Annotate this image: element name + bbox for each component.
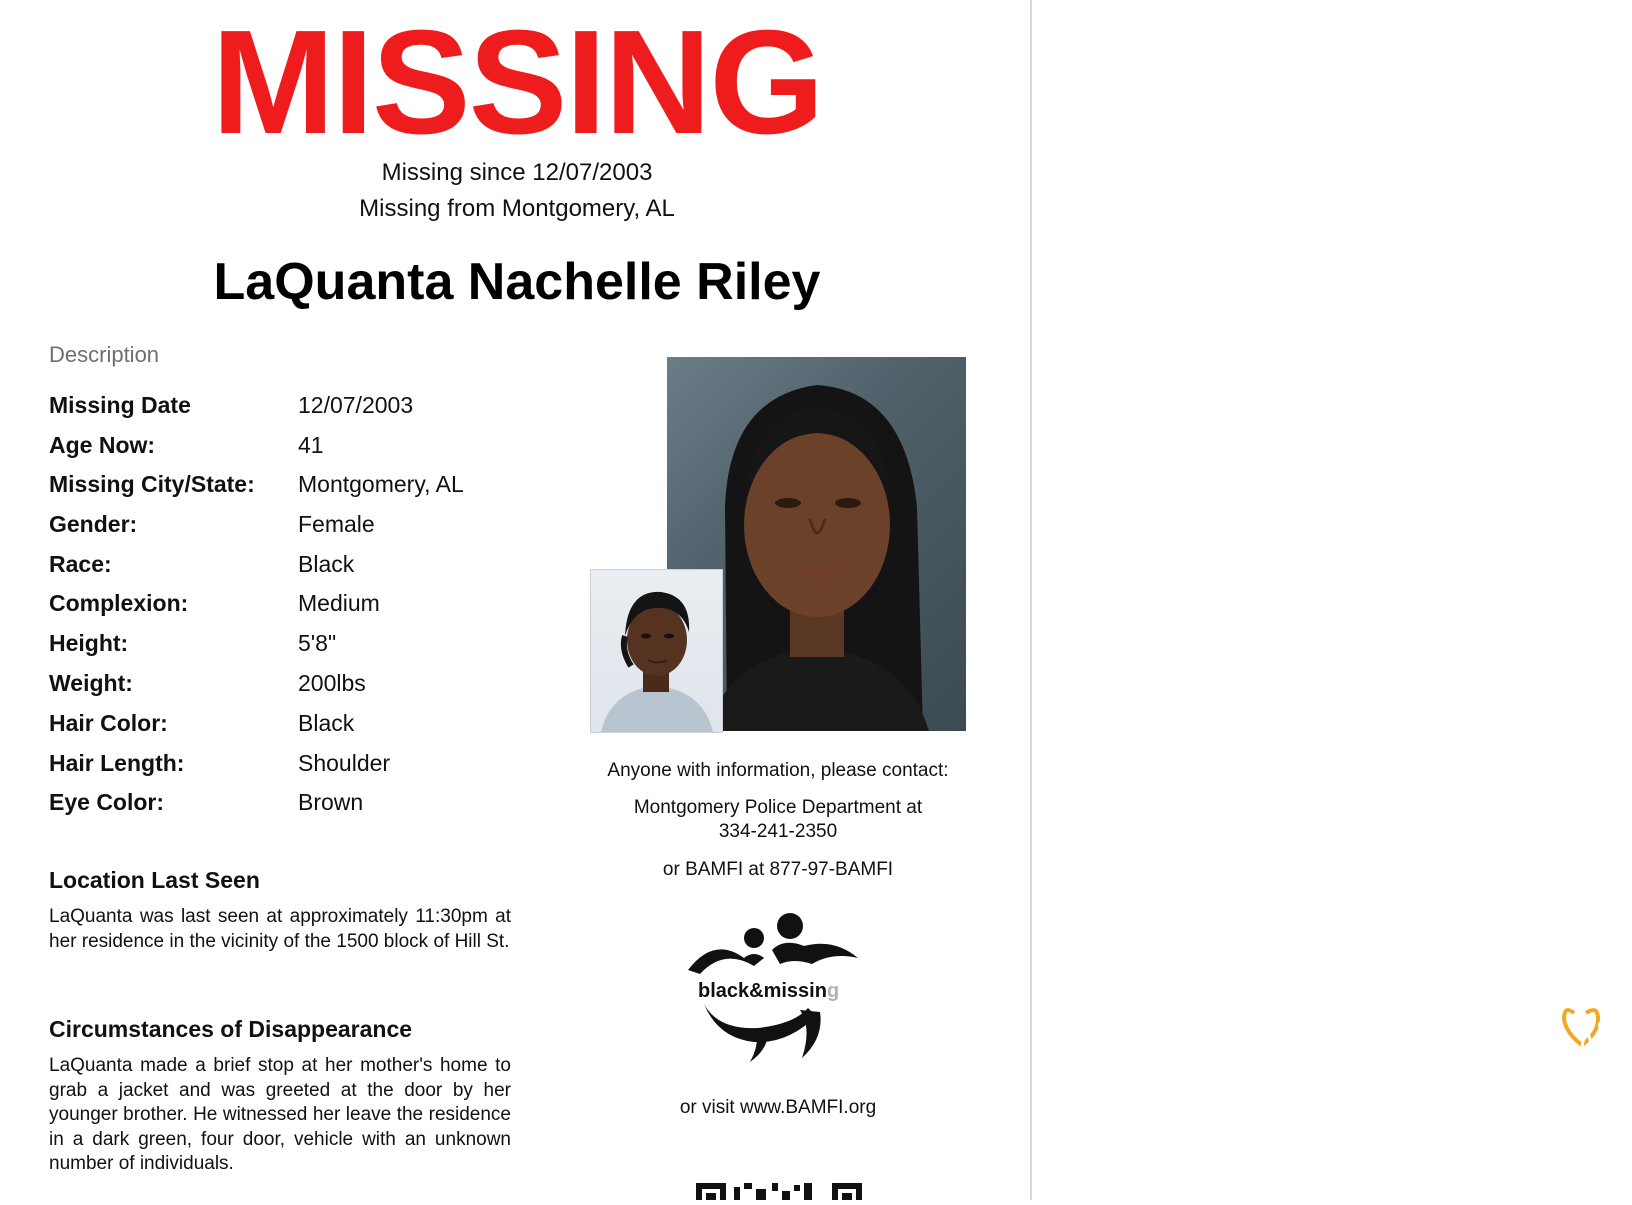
- missing-from-line: Missing from Montgomery, AL: [359, 195, 675, 222]
- location-title: Location Last Seen: [49, 867, 260, 893]
- detail-label: Weight:: [49, 670, 133, 696]
- qr-code: [696, 1183, 862, 1200]
- detail-value: Brown: [298, 789, 364, 815]
- detail-value: Female: [298, 511, 375, 537]
- detail-label: Missing City/State:: [49, 471, 255, 497]
- detail-label: Hair Color:: [49, 710, 168, 736]
- detail-label: Complexion:: [49, 590, 189, 616]
- missing-headline: MISSING: [211, 0, 823, 165]
- detail-row-missing-date: [49, 390, 569, 424]
- detail-label: Race:: [49, 551, 112, 577]
- detail-row-weight: [49, 668, 569, 702]
- detail-row-age-now: [49, 430, 569, 464]
- detail-value: Shoulder: [298, 750, 391, 776]
- bamfi-logo-text-faded: g: [826, 980, 840, 1002]
- ncmec-line4: CHILDREN: [1577, 1088, 1617, 1094]
- detail-label: Age Now:: [49, 432, 156, 458]
- ncmec-logo: [1562, 1005, 1632, 1094]
- detail-label: Hair Length:: [49, 750, 185, 776]
- location-text: LaQuanta was last seen at approximately 11:30pm at her residence in the vicinity of the 1500 block of Hill St.: [49, 906, 511, 952]
- detail-value: Black: [298, 551, 355, 577]
- missing-since-line: Missing since 12/07/2003: [381, 159, 653, 186]
- detail-row-city-state: [49, 469, 569, 503]
- ncmec-line2: MISSING &: [1568, 1064, 1626, 1076]
- ncmec-line3: EXPLOITED: [1565, 1075, 1629, 1087]
- circumstances-title: Circumstances of Disappearance: [49, 1016, 413, 1042]
- detail-row-height: [49, 628, 569, 662]
- contact-intro: Anyone with information, please contact:: [607, 760, 949, 781]
- detail-label: Height:: [49, 630, 129, 656]
- detail-row-eye-color: [49, 787, 569, 821]
- police-line1: Montgomery Police Department at: [633, 797, 923, 818]
- detail-label: Eye Color:: [49, 789, 165, 815]
- qr-code-pattern: [696, 1183, 862, 1200]
- person-name: LaQuanta Nachelle Riley: [213, 253, 821, 311]
- police-phone: 334-241-2350: [718, 821, 838, 842]
- ncmec-heart-children-icon: [1562, 1005, 1632, 1051]
- bamfi-logo: [684, 908, 862, 1068]
- website-line: or visit www.BAMFI.org: [679, 1097, 877, 1118]
- detail-value: Montgomery, AL: [298, 471, 464, 497]
- detail-value: 41: [298, 432, 324, 458]
- bamfi-logo-text: [698, 980, 839, 1003]
- detail-row-race: [49, 549, 569, 583]
- original-portrait-illustration: [591, 570, 722, 732]
- detail-value: Medium: [298, 590, 380, 616]
- original-photo: [590, 569, 723, 733]
- bamfi-phone: or BAMFI at 877-97-BAMFI: [662, 859, 894, 880]
- circumstances-text: LaQuanta made a brief stop at her mother's home to grab a jacket and was greeted at the door by her younger brother. He witnessed her leave the residence in a dark green, four door, vehicle with an unknown number of individuals.: [49, 1055, 511, 1175]
- detail-value: 200lbs: [298, 670, 366, 696]
- detail-row-hair-color: [49, 708, 569, 742]
- description-heading: Description: [49, 342, 160, 367]
- detail-value: 12/07/2003: [298, 392, 414, 418]
- detail-value: Black: [298, 710, 355, 736]
- detail-label: Missing Date: [49, 392, 191, 418]
- ncmec-line1: NATIONAL CENTER FOR: [1568, 1051, 1626, 1064]
- detail-row-complexion: [49, 588, 569, 622]
- detail-row-gender: [49, 509, 569, 543]
- detail-value: 5'8": [298, 630, 337, 656]
- bamfi-logo-text-main: black&missin: [698, 980, 827, 1002]
- detail-row-hair-length: [49, 748, 569, 782]
- ncmec-logo-text: [1562, 1051, 1632, 1095]
- detail-label: Gender:: [49, 511, 138, 537]
